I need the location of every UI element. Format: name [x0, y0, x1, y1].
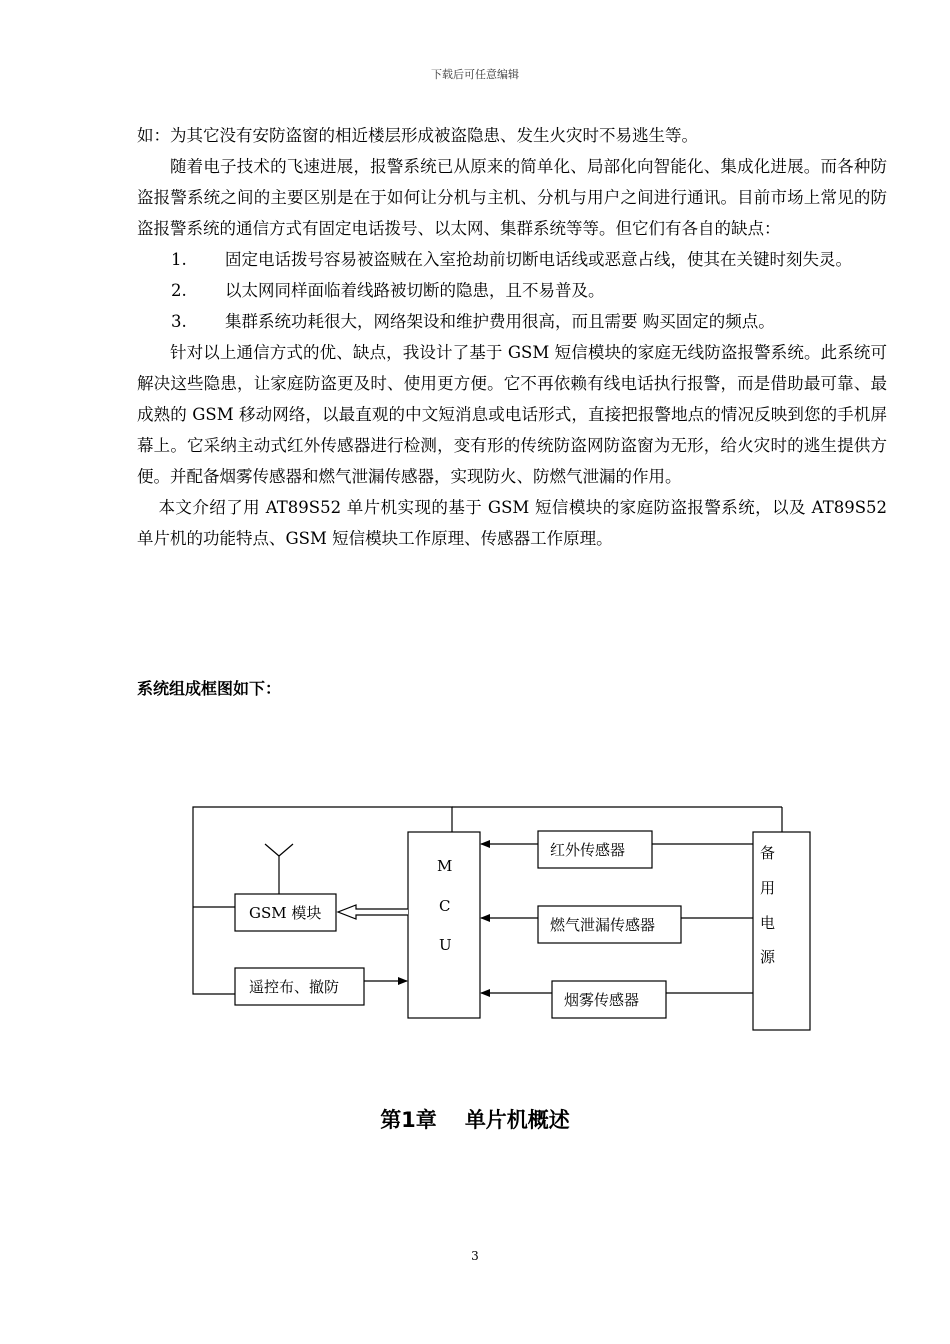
backup-power-char: 备 [760, 844, 776, 862]
list-item-text: 以太网同样面临着线路被切断的隐患，且不易普及。 [225, 281, 605, 300]
mcu-letter: M [437, 857, 453, 875]
page-header: 下载后可任意编辑 [431, 68, 519, 81]
paragraph-3: 针对以上通信方式的优、缺点，我设计了基于 GSM 短信模块的家庭无线防盗报警系统。此系统可解决这些隐患，让家庭防盗更及时、使用更方便。它不再依赖有线电话执行报警，而是借助最可靠、最成熟的 GSM 移动网络，以最直观的中文短消息或电话形式，直接把报警地点的情况反映到您的手机屏幕上。它采纳主动式红外传感器进行检测，变有形的传统防盗网防盗窗为无形，给火灾时的逃生提供方便。并配备烟雾传感器和燃气泄漏传感器，实现防火、防燃气泄漏的作用。 [137, 343, 887, 486]
backup-power-box [753, 832, 810, 1030]
backup-power-char: 用 [760, 879, 776, 897]
mcu-box [408, 832, 480, 1018]
paragraph-4: 本文介绍了用 AT89S52 单片机实现的基于 GSM 短信模块的家庭防盗报警系统，以及 AT89S52 单片机的功能特点、GSM 短信模块工作原理、传感器工作原理。 [137, 498, 887, 548]
outer-loop-line [193, 807, 452, 994]
gas-sensor-label: 燃气泄漏传感器 [550, 916, 656, 934]
list-item [137, 306, 887, 337]
paragraph-1: 如：为其它没有安防盗窗的相近楼层形成被盗隐患、发生火灾时不易逃生等。 [137, 126, 698, 145]
list-item [137, 275, 887, 306]
page-number: 3 [471, 1249, 479, 1263]
remote-control-label: 遥控布、撤防 [249, 978, 340, 996]
body-text [137, 120, 887, 554]
list-item-text: 固定电话拨号容易被盗贼在入室抢劫前切断电话线或恶意占线，使其在关键时刻失灵。 [225, 250, 852, 269]
remote-control-box [235, 968, 364, 1005]
list-item-number: 3. [171, 312, 187, 331]
list-item-text: 集群系统功耗很大，网络架设和维护费用很高，而且需要 购买固定的频点。 [225, 312, 775, 331]
gsm-module-label: GSM 模块 [249, 904, 322, 922]
gas-sensor-box [538, 906, 681, 943]
gsm-module-box [235, 894, 336, 931]
antenna-left-arm [265, 844, 279, 856]
list-item-number: 1. [171, 250, 187, 269]
mcu-letter: C [439, 897, 451, 915]
chapter-title: 单片机概述 [464, 1108, 570, 1132]
mcu-letter: U [439, 936, 452, 954]
infrared-sensor-box [538, 831, 652, 868]
chapter-heading [0, 1104, 950, 1134]
paragraph-2: 随着电子技术的飞速进展，报警系统已从原来的简单化、局部化向智能化、集成化进展。而各种防盗报警系统之间的主要区别是在于如何让分机与主机、分机与用户之间进行通讯。目前市场上常见的防盗报警系统的通信方式有固定电话拨号、以太网、集群系统等等。但它们有各自的缺点： [137, 157, 887, 238]
chapter-number: 第1章 [380, 1108, 437, 1132]
diagram-caption: 系统组成框图如下： [137, 679, 282, 698]
list-item [137, 244, 887, 275]
list-item-number: 2. [171, 281, 187, 300]
backup-power-char: 源 [760, 948, 776, 966]
smoke-sensor-label: 烟雾传感器 [564, 991, 640, 1009]
infrared-sensor-label: 红外传感器 [550, 841, 626, 859]
smoke-sensor-box [552, 981, 666, 1018]
backup-power-char: 电 [760, 914, 776, 932]
mcu-to-gsm-arrow [338, 905, 408, 919]
antenna-right-arm [279, 844, 293, 856]
